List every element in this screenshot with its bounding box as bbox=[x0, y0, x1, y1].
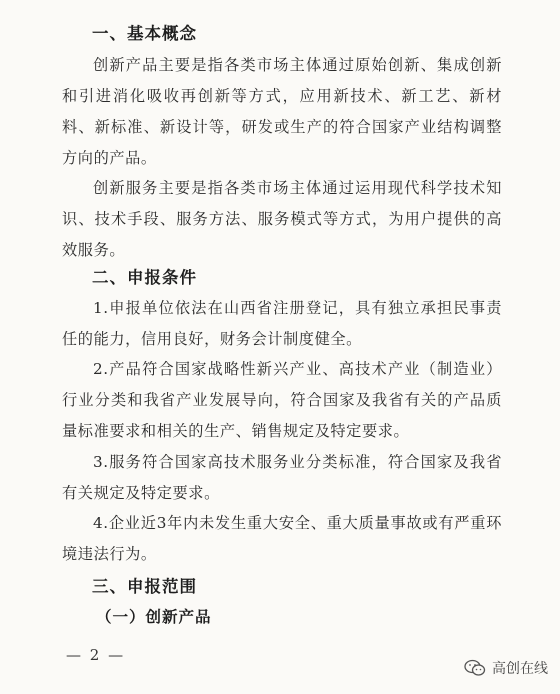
paragraph: 2.产品符合国家战略性新兴产业、高技术产业（制造业）行业分类和我省产业发展导向，符合国家及我省有关的产品质量标准要求和相关的生产、销售规定及特定要求。 bbox=[62, 360, 502, 440]
paragraph: 3.服务符合国家高技术服务业分类标准，符合国家及我省有关规定及特定要求。 bbox=[62, 453, 502, 502]
section-heading: 一、基本概念 bbox=[92, 24, 197, 43]
watermark bbox=[464, 658, 548, 678]
paragraph: 4.企业近3年内未发生重大安全、重大质量事故或有严重环境违法行为。 bbox=[62, 514, 502, 563]
paragraph: 1.申报单位依法在山西省注册登记，具有独立承担民事责任的能力，信用良好，财务会计制度健全。 bbox=[62, 299, 502, 348]
section-heading: 三、申报范围 bbox=[92, 577, 197, 596]
sub-heading: （一）创新产品 bbox=[96, 608, 212, 626]
watermark-text: 高创在线 bbox=[492, 661, 548, 677]
wechat-icon bbox=[464, 659, 486, 677]
page-number: — 2 — bbox=[66, 646, 126, 664]
section-heading: 二、申报条件 bbox=[92, 268, 197, 287]
paragraph: 创新服务主要是指各类市场主体通过运用现代科学技术知识、技术手段、服务方法、服务模式等方式，为用户提供的高效服务。 bbox=[62, 179, 502, 259]
paragraph: 创新产品主要是指各类市场主体通过原始创新、集成创新和引进消化吸收再创新等方式，应用新技术、新工艺、新材料、新标准、新设计等，研发或生产的符合国家产业结构调整方向的产品。 bbox=[62, 56, 502, 167]
